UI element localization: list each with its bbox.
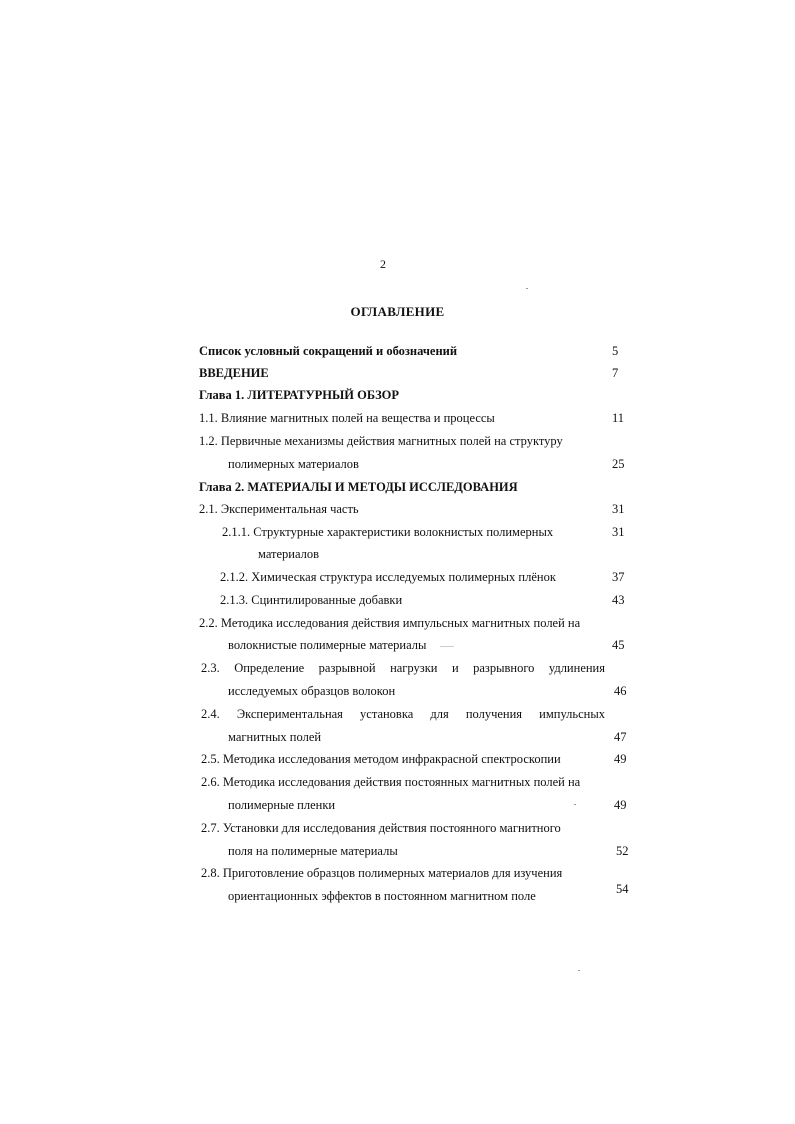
- toc-page-2-2: 45: [612, 638, 625, 652]
- toc-word: удлинения: [548, 661, 605, 675]
- toc-entry-2-8-cont: ориентационных эффектов в постоянном магнитном поле: [228, 889, 536, 903]
- toc-entry-2-1-3: 2.1.3. Сцинтилированные добавки: [220, 593, 403, 607]
- toc-entry-2-4: [201, 707, 605, 722]
- toc-page-2-1: 31: [612, 502, 625, 516]
- toc-word: получения: [465, 707, 523, 721]
- toc-entry-2-6-cont: полимерные пленки: [228, 798, 336, 812]
- toc-chapter-2: Глава 2. МАТЕРИАЛЫ И МЕТОДЫ ИССЛЕДОВАНИЯ: [199, 480, 518, 494]
- toc-entry-2-8: 2.8. Приготовление образцов полимерных материалов для изучения: [201, 866, 563, 880]
- toc-entry-2-1-1-cont: материалов: [258, 547, 320, 561]
- toc-entry-1-2-cont: полимерных материалов: [228, 457, 359, 471]
- toc-entry-intro: ВВЕДЕНИЕ: [199, 366, 269, 380]
- page-number: 2: [380, 257, 386, 271]
- toc-page-abbrev: 5: [612, 344, 619, 358]
- toc-entry-2-2-cont: волокнистые полимерные материалы: [228, 638, 427, 652]
- toc-page-1-2: 25: [612, 457, 625, 471]
- toc-page-2-1-2: 37: [612, 570, 625, 584]
- toc-word: импульсных: [539, 707, 605, 721]
- toc-word: 2.4.: [201, 707, 220, 721]
- toc-word: нагрузки: [390, 661, 438, 675]
- toc-entry-abbrev: Список условный сокращений и обозначений: [199, 344, 458, 358]
- toc-page-2-8: 54: [616, 882, 629, 896]
- toc-entry-2-1-2: 2.1.2. Химическая структура исследуемых полимерных плёнок: [220, 570, 556, 584]
- toc-word: разрывного: [473, 661, 535, 675]
- toc-page-2-1-3: 43: [612, 593, 625, 607]
- scan-speck: [578, 970, 580, 971]
- toc-entry-1-1: 1.1. Влияние магнитных полей на вещества и процессы: [199, 411, 495, 425]
- toc-page-2-5: 49: [614, 752, 627, 766]
- toc-word: и: [451, 661, 459, 675]
- toc-page-intro: 7: [612, 366, 619, 380]
- toc-entry-2-2: 2.2. Методика исследования действия импульсных магнитных полей на: [199, 616, 581, 630]
- scan-speck: [440, 646, 454, 647]
- toc-word: разрывной: [318, 661, 376, 675]
- toc-entry-1-2: 1.2. Первичные механизмы действия магнитных полей на структуру: [199, 434, 563, 448]
- toc-entry-2-1-1: 2.1.1. Структурные характеристики волокнистых полимерных: [222, 525, 554, 539]
- toc-page-2-1-1: 31: [612, 525, 625, 539]
- toc-page-1-1: 11: [612, 411, 625, 425]
- toc-page-2-6: 49: [614, 798, 627, 812]
- scan-speck: [574, 804, 576, 805]
- toc-word: Определение: [234, 661, 305, 675]
- toc-page-2-3: 46: [614, 684, 627, 698]
- page-title: ОГЛАВЛЕНИЕ: [350, 304, 445, 319]
- toc-entry-2-7-cont: поля на полимерные материалы: [228, 844, 398, 858]
- toc-entry-2-3-cont: исследуемых образцов волокон: [228, 684, 396, 698]
- toc-word: 2.3.: [201, 661, 220, 675]
- scan-speck: [526, 288, 528, 289]
- toc-entry-2-4-cont: магнитных полей: [228, 730, 322, 744]
- toc-page-2-7: 52: [616, 844, 629, 858]
- toc-word: установка: [360, 707, 414, 721]
- toc-entry-2-5: 2.5. Методика исследования методом инфракрасной спектроскопии: [201, 752, 561, 766]
- toc-entry-2-1: 2.1. Экспериментальная часть: [199, 502, 359, 516]
- toc-entry-2-6: 2.6. Методика исследования действия постоянных магнитных полей на: [201, 775, 581, 789]
- toc-word: Экспериментальная: [236, 707, 343, 721]
- toc-entry-2-7: 2.7. Установки для исследования действия постоянного магнитного: [201, 821, 561, 835]
- toc-page-2-4: 47: [614, 730, 627, 744]
- toc-entry-2-3: [201, 661, 605, 676]
- toc-word: для: [430, 707, 449, 721]
- toc-chapter-1: Глава 1. ЛИТЕРАТУРНЫЙ ОБЗОР: [199, 388, 400, 402]
